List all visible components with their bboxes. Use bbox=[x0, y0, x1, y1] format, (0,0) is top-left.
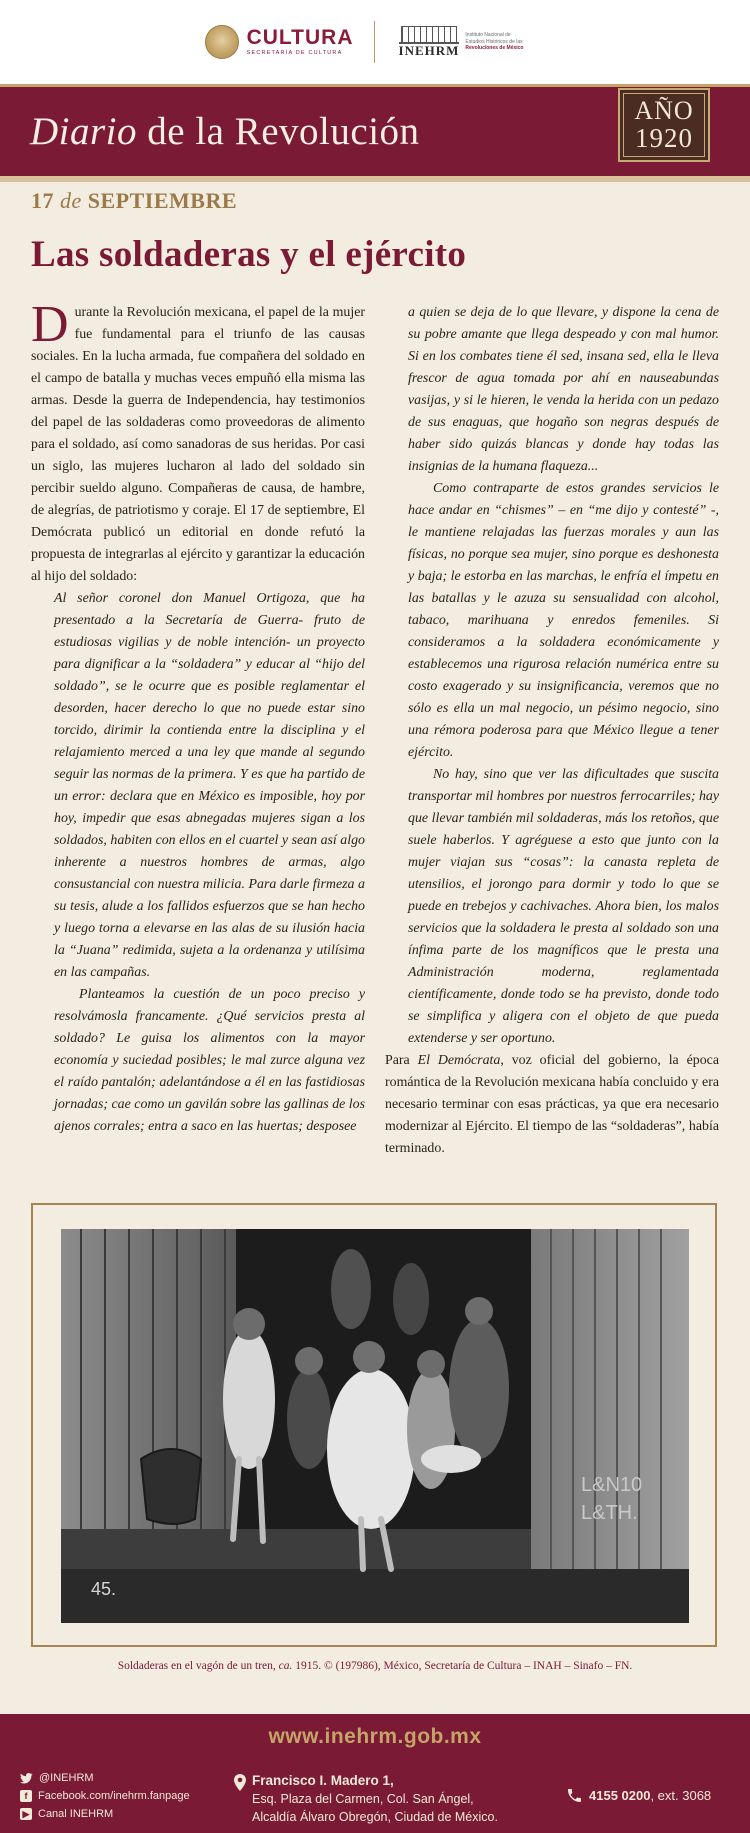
inehrm-building-icon bbox=[401, 26, 457, 42]
closing-pre: Para bbox=[385, 1053, 418, 1068]
article-column-right bbox=[385, 302, 719, 1160]
phone-icon bbox=[568, 1789, 581, 1802]
quote-paragraph: Al señor coronel don Manuel Ortigoza, que ha presentado a la Secretaría de Guerra- fruto de estudiosas vigilias y de noble intención- un proyecto para dignificar a la “soldadera” y educar al “hijo del soldado”, se le ocurre que es posible reglamentar el desorden, hacer derecho lo que no puede estar sino torcido, dirimir la contienda entre la disciplina y el relajamiento merced a una ley que mande al segundo seguir las normas de la primera. Y es que ha partido de un error: declara que en México es imposible, hoy por hoy, impedir que esas abnegadas mujeres sigan a los soldados, habiten con ellos en el cuartel y sean así algo inherente a nuestros hombres de armas, algo consustancial con nuestra milicia. Para darle firmeza a su tesis, alude a los fallidos esfuerzos que se han hecho y luego torna a elevarse en las alas de su ilusión hacia la “Juana” redimida, sujeta a la ordenanza y utilísima en las campañas. bbox=[54, 591, 365, 980]
plate-text: L&N10 bbox=[581, 1474, 643, 1496]
location-pin-icon bbox=[234, 1774, 246, 1791]
cultura-sub: SECRETARÍA DE CULTURA bbox=[246, 50, 343, 57]
quote-paragraph: No hay, sino que ver las dificultades que suscita transportar mil hombres por nuestros ferrocarriles; hay que llevar también mil soldaderas, más los retoños, que suele haberlos. Y agréguese a esto que junto con la mujer viajan sus “cosas”: la canasta repleta de utensilios, el jorongo para dormir y todo lo que se puede en trebejos y cachivaches. Ahora bien, los malos servicios que la soldadera le presta al soldado son una ínfima parte de los magníficos que le presta una Administración moderna, reglamentada científicamente, donde todo se ha previsto, donde todo se simplifica y aligera con el objeto de que pueda extenderse y ser oportuno. bbox=[408, 767, 719, 1046]
facebook-icon: f bbox=[20, 1790, 32, 1802]
inehrm-desc-line: Estudios Históricos de las bbox=[465, 38, 523, 45]
photo-frame bbox=[31, 1203, 717, 1647]
footer bbox=[0, 1714, 750, 1833]
inehrm-desc-line: Instituto Nacional de bbox=[465, 32, 511, 39]
twitter-link[interactable] bbox=[20, 1769, 190, 1787]
inehrm-description bbox=[465, 32, 545, 52]
title-italic: Diario bbox=[30, 110, 138, 153]
address-line-3: Alcaldía Álvaro Obregón, Ciudad de México. bbox=[252, 1810, 498, 1824]
year-value: 1920 bbox=[635, 123, 693, 154]
quote-paragraph: Como contraparte de estos grandes servicios le hace andar en “chismes” – en “me dijo y contesté” -, le mantiene relajadas las fuerzas morales y aun las físicas, no porque sea mujer, sino porque es deshonesta y baja; le estorba en las marchas, le enfría el ímpetu en las batallas y le azuza su sensualidad con alcohol, tabaco, marihuana y enredos femeniles. Si consideramos a la soldadera económicamente y establecemos una rigurosa relación numérica entre su costo exagerado y su insignificancia, veremos que no sólo es ella un mal negocio, un pésimo negocio, sino una rémora poderosa para que México llegue a tener ejército. bbox=[408, 481, 719, 760]
closing-post: , voz oficial del gobierno, la época romántica de la Revolución mexicana había concluido y era necesario terminar con esas prácticas, ya que era necesario modernizar al Ejército. El tiempo de las “soldaderas”, había terminado. bbox=[385, 1053, 720, 1156]
closing-em: El Demócrata bbox=[417, 1053, 501, 1068]
inehrm-desc-line: Revoluciones de México bbox=[465, 45, 524, 52]
youtube-channel: Canal INEHRM bbox=[38, 1808, 114, 1820]
caption-pre: Soldaderas en el vagón de un tren, bbox=[117, 1660, 279, 1672]
cultura-name: CULTURA bbox=[246, 26, 354, 50]
quote-paragraph: a quien se deja de lo que llevare, y dispone la cena de su pobre amante que llega despeado y con mal humor. Si en los combates tiene él sed, insana sed, ella le lleva frescor de agua tomada por ahí en nauseabundas vasijas, y si le hieren, le venda la herida con un pedazo de sus enaguas, que hogaño son negras después de haber sido quizás blancas y donde hay todas las insignias de la humana flaqueza... bbox=[408, 305, 719, 474]
youtube-link[interactable] bbox=[20, 1805, 190, 1823]
phone-number: 4155 0200 bbox=[589, 1788, 651, 1803]
page-title bbox=[30, 109, 420, 154]
date-de: de bbox=[60, 188, 82, 213]
quote-paragraph: Planteamos la cuestión de un poco preciso y resolvámosla francamente. ¿Qué servicios presta al soldado? Le guisa los alimentos con la mayor economía y suciedad posibles; le mal zurce alguna vez el raído pantalón; adelantándose a él en las fastidiosas jornadas; cae como un gavilán sobre las gallinas de los ajenos corrales; entra a saco en las huertas; desposee bbox=[54, 987, 365, 1134]
facebook-url: Facebook.com/inehrm.fanpage bbox=[38, 1790, 190, 1802]
youtube-icon: ▶ bbox=[20, 1808, 32, 1820]
article-column-left bbox=[31, 296, 365, 1138]
intro-text: urante la Revolución mexicana, el papel de la mujer fue fundamental para el triunfo de las causas sociales. En la lucha armada, fue compañera del soldado en el campo de batalla y muchas veces empuñó ella misma las armas. Desde la guerra de Independencia, hay testimonios del papel de las soldaderas como proveedoras de alimento para el soldado, así como sanadoras de sus heridas. Por casi un siglo, las mujeres lucharon al lado del soldado sin percibir sueldo alguno. Compañeras de causa, de hambre, de alegrías, de patriotismo y coraje. El 17 de septiembre, El Demócrata publicó un editorial en donde refutó la propuesta de integrarlas al ejército y garantizar la educación al hijo del soldado: bbox=[31, 305, 365, 584]
date-day: 17 bbox=[31, 188, 54, 213]
social-links bbox=[20, 1769, 190, 1823]
dropcap: D bbox=[31, 296, 69, 353]
plate-text: L&TH. bbox=[581, 1502, 638, 1524]
photo-caption bbox=[0, 1660, 750, 1672]
caption-post: 1915. © (197986), México, Secretaría de Cultura – INAH – Sinafo – FN. bbox=[292, 1660, 633, 1672]
year-badge bbox=[618, 88, 710, 162]
caption-em: ca. bbox=[278, 1660, 293, 1672]
inehrm-word: INEHRM bbox=[398, 43, 460, 58]
logo-divider bbox=[374, 21, 375, 63]
plate-number: 45. bbox=[91, 1579, 117, 1599]
twitter-handle: @INEHRM bbox=[39, 1772, 94, 1784]
cultura-seal-icon bbox=[205, 25, 239, 59]
historical-photo[interactable] bbox=[61, 1229, 689, 1623]
facebook-link[interactable] bbox=[20, 1787, 190, 1805]
phone-ext: , ext. 3068 bbox=[650, 1788, 712, 1803]
train-car-photo-illustration bbox=[61, 1229, 689, 1623]
title-rest: de la Revolución bbox=[137, 110, 420, 153]
closing-paragraph bbox=[385, 1050, 719, 1160]
website-link[interactable]: www.inehrm.gob.mx bbox=[268, 1725, 482, 1748]
inehrm-logo[interactable] bbox=[399, 26, 546, 58]
phone-block[interactable] bbox=[568, 1788, 711, 1803]
cultura-logo[interactable] bbox=[205, 25, 354, 59]
date-month: SEPTIEMBRE bbox=[87, 188, 238, 213]
address-block bbox=[252, 1772, 498, 1826]
address-line-1: Francisco I. Madero 1, bbox=[252, 1773, 394, 1788]
year-label: AÑO bbox=[634, 96, 694, 126]
headline: Las soldaderas y el ejército bbox=[31, 234, 467, 275]
address-line-2: Esq. Plaza del Carmen, Col. San Ángel, bbox=[252, 1792, 474, 1806]
article-intro bbox=[31, 296, 365, 588]
twitter-icon bbox=[20, 1773, 33, 1784]
logo-bar bbox=[0, 0, 750, 84]
date-line bbox=[31, 188, 237, 214]
